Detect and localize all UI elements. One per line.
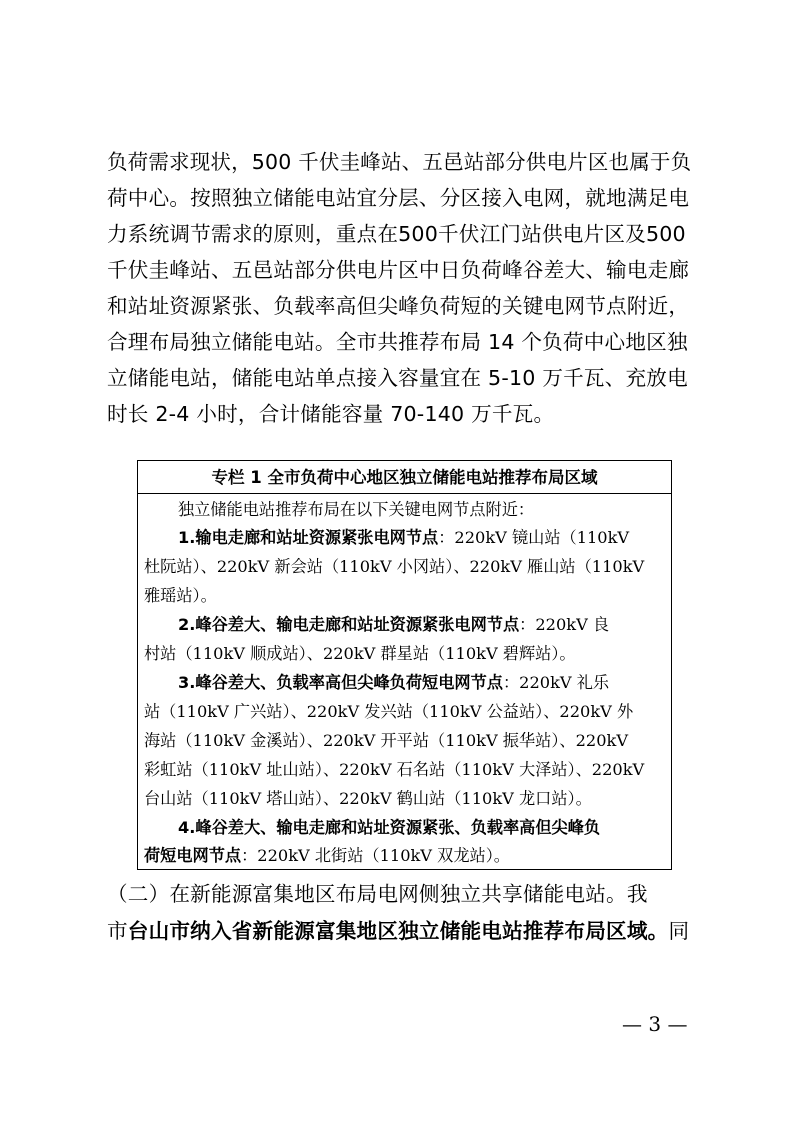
paragraph-line: 时长 2-4 小时，合计储能容量 70-140 万千瓦。 — [107, 402, 555, 426]
paragraph-text: 我 — [626, 882, 648, 906]
item-heading: 3.峰谷差大、负载率高但尖峰负荷短电网节点 — [178, 673, 503, 692]
paragraph-line: 荷中心。按照独立储能电站宜分层、分区接入电网，就地满足电 — [107, 186, 690, 210]
box-line: 村站（110kV 顺成站）、220kV 群星站（110kV 碧辉站）。 — [144, 644, 576, 663]
item-text: ：220kV 北街站（110kV 双龙站）。 — [241, 846, 510, 865]
paragraph-line: 和站址资源紧张、负载率高但尖峰负荷短的关键电网节点附近， — [107, 294, 690, 318]
box-intro: 独立储能电站推荐布局在以下关键电网节点附近： — [178, 500, 535, 519]
paragraph-line: 力系统调节需求的原则，重点在500千伏江门站供电片区及500 — [107, 222, 686, 246]
box-line: 彩虹站（110kV 址山站）、220kV 石名站（110kV 大泽站）、220kV — [144, 760, 645, 779]
box-line: 海站（110kV 金溪站）、220kV 开平站（110kV 振华站）、220kV — [144, 731, 629, 750]
paragraph-line: 负荷需求现状，500 千伏圭峰站、五邑站部分供电片区也属于负 — [107, 150, 692, 174]
item-text: ：220kV 镜山站（110kV — [438, 528, 630, 547]
paragraph-text: 市 — [107, 919, 128, 943]
item-heading: 2.峰谷差大、输电走廊和站址资源紧张电网节点 — [178, 615, 520, 634]
box-item-2 — [178, 610, 609, 640]
section-heading: （二）在新能源富集地区布局电网侧独立共享储能电站。 — [107, 882, 627, 906]
item-heading: 4.峰谷差大、输电走廊和站址资源紧张、负载率高但尖峰负 — [178, 818, 601, 837]
page-number: — 3 — — [622, 1012, 688, 1036]
paragraph-line: 千伏圭峰站、五邑站部分供电片区中日负荷峰谷差大、输电走廊 — [107, 258, 690, 282]
box-line — [144, 841, 510, 871]
box-line: 站（110kV 广兴站）、220kV 发兴站（110kV 公益站）、220kV 外 — [144, 702, 634, 721]
item-heading: 1.输电走廊和站址资源紧张电网节点 — [178, 528, 439, 547]
item-text: ：220kV 礼乐 — [502, 673, 610, 692]
box-line: 台山站（110kV 塔山站）、220kV 鹤山站（110kV 龙口站）。 — [144, 789, 592, 808]
box-item-3 — [178, 668, 609, 698]
box-line: 杜阮站）、220kV 新会站（110kV 小冈站）、220kV 雁山站（110kV — [144, 557, 645, 576]
item-text: ：220kV 良 — [519, 615, 610, 634]
box-item-4 — [178, 813, 600, 843]
box-item-1 — [178, 523, 629, 553]
paragraph-line: 合理布局独立储能电站。全市共推荐布局 14 个负荷中心地区独 — [107, 330, 688, 354]
special-topic-box — [137, 460, 672, 870]
paragraph-line — [107, 876, 648, 912]
emphasis-text: 台山市纳入省新能源富集地区独立储能电站推荐布局区域。 — [127, 919, 669, 943]
item-heading: 荷短电网节点 — [144, 846, 242, 865]
box-title: 专栏 1 全市负荷中心地区独立储能电站推荐布局区域 — [138, 461, 671, 494]
paragraph-text: 同 — [668, 919, 690, 943]
paragraph-line — [107, 913, 689, 949]
box-line: 雅瑶站）。 — [144, 586, 217, 605]
paragraph-line: 立储能电站，储能电站单点接入容量宜在 5-10 万千瓦、充放电 — [107, 366, 688, 390]
